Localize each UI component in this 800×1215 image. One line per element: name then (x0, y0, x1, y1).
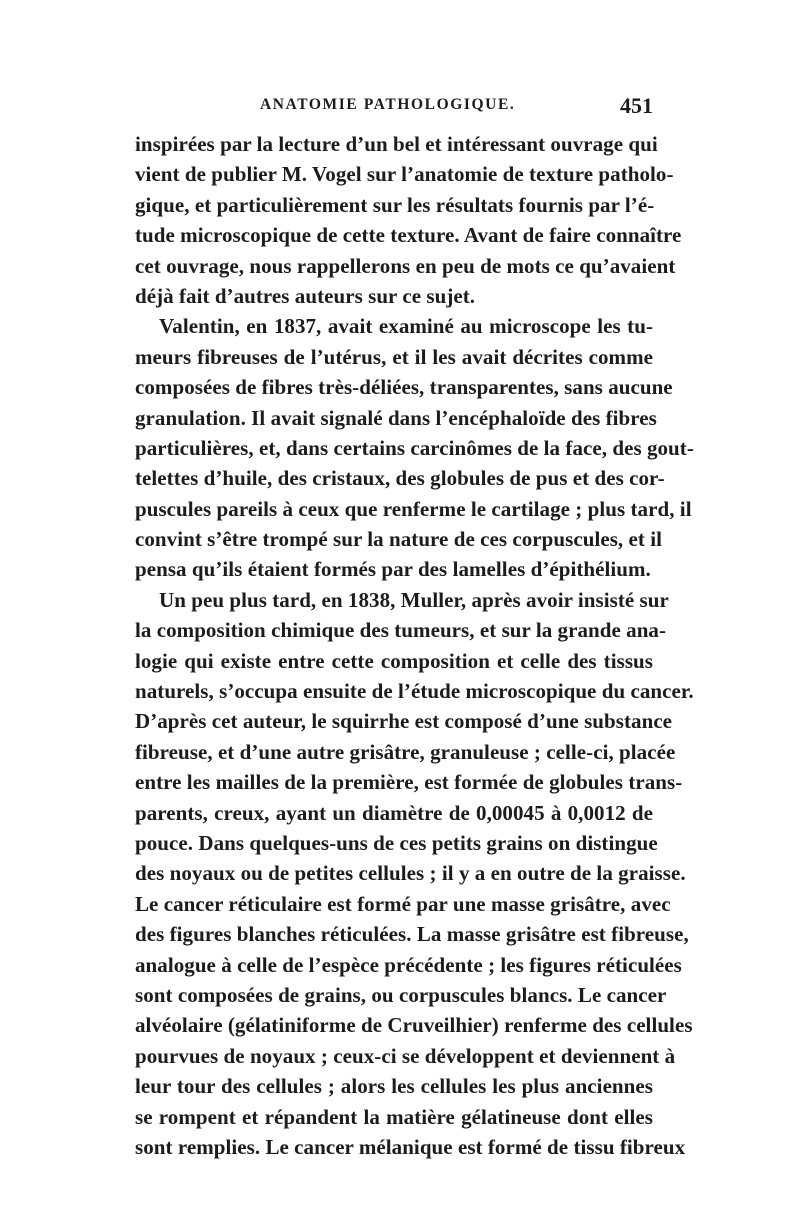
text-line: puscules pareils à ceux que renferme le cartilage ; plus tard, il (135, 496, 692, 521)
text-line: entre les mailles de la première, est formée de globules trans- (135, 770, 683, 795)
text-line: fibreuse, et d’une autre grisâtre, granuleuse ; celle-ci, placée (135, 739, 676, 764)
text-line: particulières, et, dans certains carcinômes de la face, des gout- (135, 435, 694, 460)
body-text (135, 129, 694, 1162)
text-line: granulation. Il avait signalé dans l’encéphaloïde des fibres (135, 405, 657, 430)
text-line: alvéolaire (gélatiniforme de Cruveilhier) renferme des cellules (135, 1013, 693, 1038)
paragraph-end-line: déjà fait d’autres auteurs sur ce sujet. (135, 283, 476, 308)
text-line: naturels, s’occupa ensuite de l’étude microscopique du cancer. (135, 679, 694, 704)
paragraph-end-line: pensa qu’ils étaient formés par des lamelles d’épithélium. (135, 557, 651, 582)
running-head: ANATOMIE PATHOLOGIQUE. (260, 96, 516, 113)
text-line: parents, creux, ayant un diamètre de 0,00045 à 0,0012 de (135, 800, 653, 825)
text-line: des noyaux ou de petites cellules ; il y a en outre de la graisse. (135, 861, 686, 886)
text-line: sont remplies. Le cancer mélanique est formé de tissu fibreux (135, 1134, 686, 1159)
text-line: des figures blanches réticulées. La masse grisâtre est fibreuse, (135, 922, 689, 947)
text-line: leur tour des cellules ; alors les cellules les plus anciennes (135, 1074, 653, 1099)
text-line: se rompent et répandent la matière gélatineuse dont elles (135, 1104, 653, 1129)
text-line: inspirées par la lecture d’un bel et intéressant ouvrage qui (135, 132, 658, 156)
text-line: la composition chimique des tumeurs, et sur la grande ana- (135, 618, 667, 643)
text-line: cet ouvrage, nous rappellerons en peu de mots ce qu’avaient (135, 253, 676, 278)
text-line: D’après cet auteur, le squirrhe est composé d’une substance (135, 709, 673, 734)
page-header (135, 93, 653, 120)
page-number: 451 (620, 93, 653, 118)
text-line: vient de publier M. Vogel sur l’anatomie de texture patholo- (135, 162, 674, 187)
text-line: Le cancer réticulaire est formé par une masse grisâtre, avec (135, 891, 671, 916)
text-line: meurs fibreuses de l’utérus, et il les avait décrites comme (135, 344, 653, 369)
text-line: sont composées de grains, ou corpuscules blancs. Le cancer (135, 982, 667, 1007)
text-line: pourvues de noyaux ; ceux-ci se développent et deviennent à (135, 1043, 676, 1068)
text-line: logie qui existe entre cette composition et celle des tissus (135, 648, 653, 673)
text-line: gique, et particulièrement sur les résultats fournis par l’é- (135, 192, 655, 217)
text-line: pouce. Dans quelques-uns de ces petits grains on distingue (135, 830, 658, 855)
text-line: convint s’être trompé sur la nature de ces corpuscules, et il (135, 527, 663, 552)
text-line: composées de fibres très-déliées, transparentes, sans aucune (135, 375, 673, 400)
text-line: tude microscopique de cette texture. Avant de faire connaître (135, 223, 682, 248)
paragraph-start-line: Un peu plus tard, en 1838, Muller, après avoir insisté sur (159, 587, 669, 612)
text-line: analogue à celle de l’espèce précédente ; les figures réticulées (135, 952, 682, 977)
text-line: telettes d’huile, des cristaux, des globules de pus et des cor- (135, 466, 665, 491)
paragraph-start-line: Valentin, en 1837, avait examiné au microscope les tu- (159, 314, 653, 339)
